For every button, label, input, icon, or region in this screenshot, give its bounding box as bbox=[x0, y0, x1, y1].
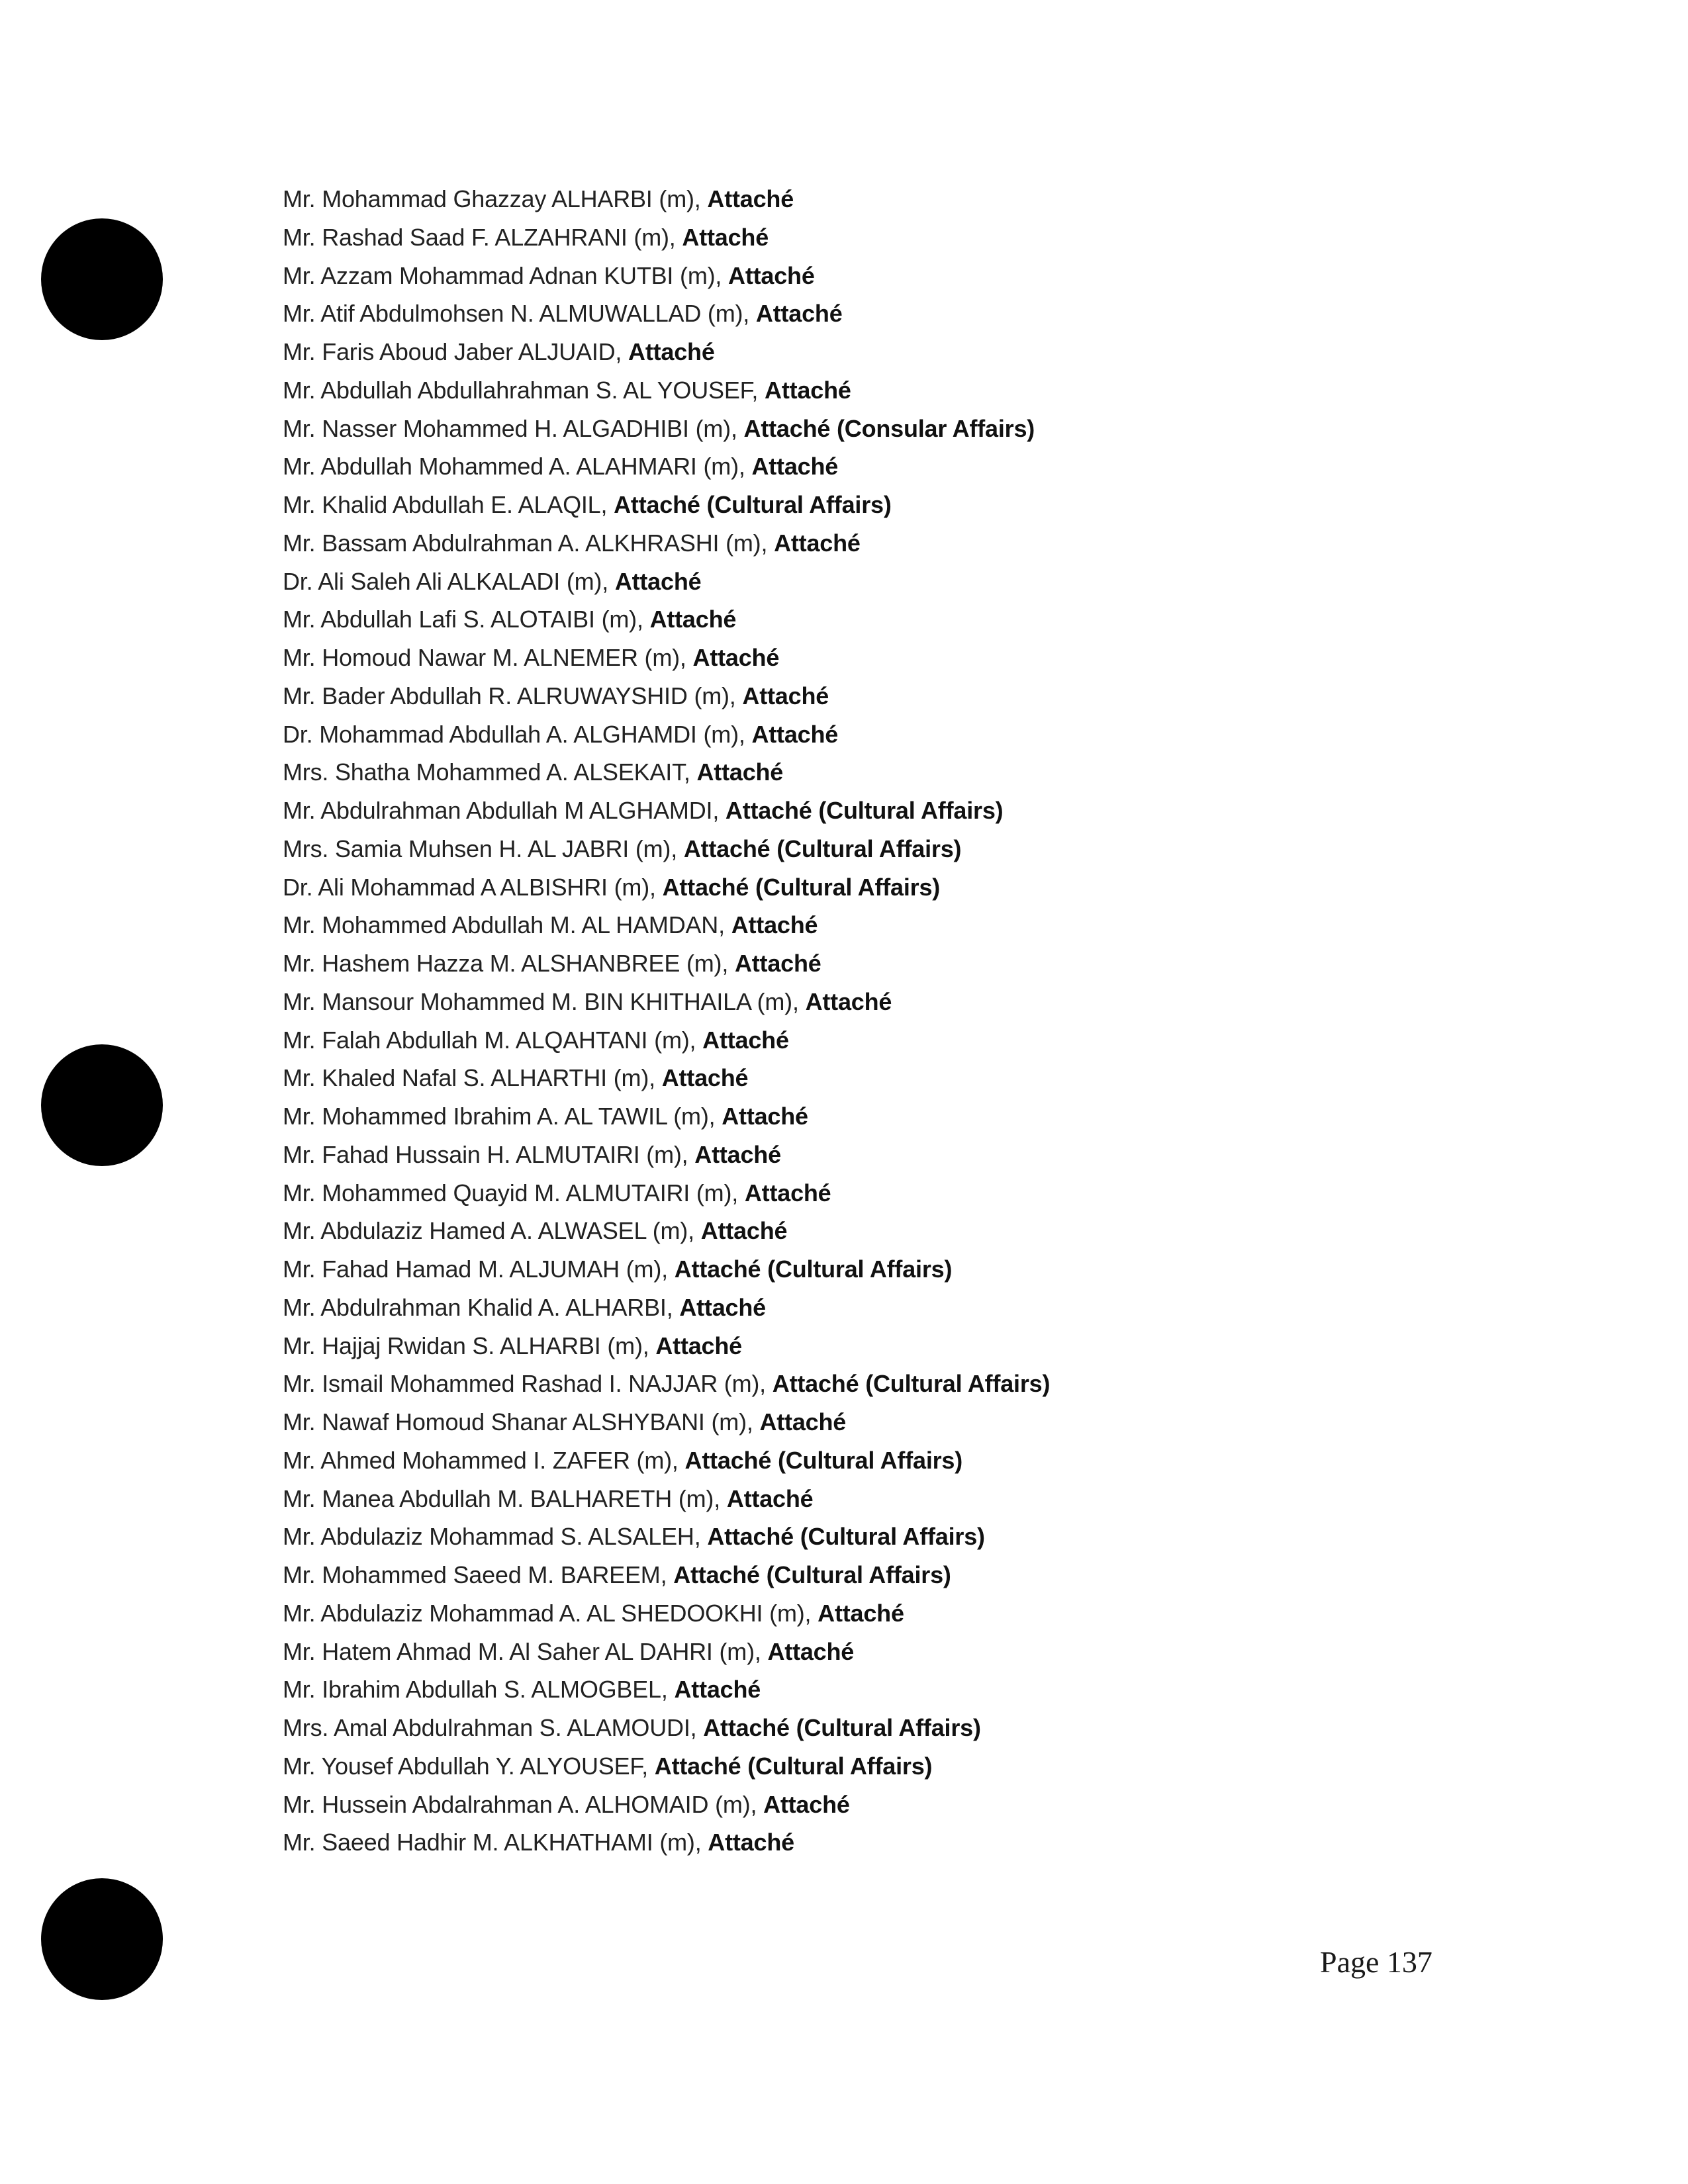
person-title: Attaché bbox=[702, 1026, 789, 1054]
list-item bbox=[283, 983, 1540, 1021]
person-name: Mr. Bader Abdullah R. ALRUWAYSHID (m), bbox=[283, 682, 743, 709]
person-title: Attaché bbox=[818, 1599, 904, 1627]
person-title: Attaché bbox=[763, 1790, 850, 1818]
list-item bbox=[283, 1365, 1540, 1403]
list-item bbox=[283, 1480, 1540, 1518]
person-title: Attaché bbox=[805, 987, 892, 1015]
person-name: Mr. Abdullah Mohammed A. ALAHMARI (m), bbox=[283, 453, 752, 480]
person-name: Mr. Abdullah Lafi S. ALOTAIBI (m), bbox=[283, 606, 650, 633]
person-title: Attaché (Cultural Affairs) bbox=[673, 1561, 951, 1588]
person-title: Attaché bbox=[755, 300, 843, 328]
person-title: Attaché bbox=[751, 720, 839, 748]
person-title: Attaché bbox=[726, 1484, 814, 1512]
person-title: Attaché bbox=[765, 376, 851, 404]
list-item bbox=[283, 410, 1540, 448]
person-title: Attaché bbox=[734, 950, 821, 977]
list-item bbox=[283, 906, 1540, 944]
person-title: Attaché (Cultural Affairs) bbox=[725, 797, 1004, 824]
person-name: Mr. Fahad Hussain H. ALMUTAIRI (m), bbox=[283, 1140, 695, 1168]
person-title: Attaché bbox=[682, 223, 769, 251]
list-item bbox=[283, 1633, 1540, 1671]
person-title: Attaché (Cultural Affairs) bbox=[707, 1523, 985, 1551]
list-item bbox=[283, 1059, 1540, 1097]
list-item bbox=[283, 753, 1540, 792]
list-item bbox=[283, 371, 1540, 410]
person-name: Mr. Mohammed Quayid M. ALMUTAIRI (m), bbox=[283, 1179, 745, 1206]
list-item bbox=[283, 180, 1540, 218]
person-title: Attaché bbox=[679, 1293, 766, 1321]
person-name: Mrs. Samia Muhsen H. AL JABRI (m), bbox=[283, 835, 684, 862]
person-title: Attaché bbox=[731, 911, 818, 939]
list-item bbox=[283, 1556, 1540, 1594]
person-title: Attaché bbox=[628, 338, 715, 365]
person-name: Mr. Ismail Mohammed Rashad I. NAJJAR (m), bbox=[283, 1370, 773, 1398]
person-name: Mr. Rashad Saad F. ALZAHRANI (m), bbox=[283, 223, 682, 251]
diplomatic-list bbox=[283, 180, 1540, 1862]
list-item bbox=[283, 639, 1540, 677]
list-item bbox=[283, 333, 1540, 371]
person-title: Attaché (Cultural Affairs) bbox=[674, 1255, 953, 1283]
list-item bbox=[283, 447, 1540, 486]
person-title: Attaché bbox=[696, 758, 784, 786]
list-item bbox=[283, 830, 1540, 868]
list-item bbox=[283, 1136, 1540, 1174]
person-name: Mr. Saeed Hadhir M. ALKHATHAMI (m), bbox=[283, 1829, 708, 1856]
person-title: Attaché bbox=[759, 1408, 847, 1435]
person-title: Attaché bbox=[700, 1217, 788, 1245]
list-item bbox=[283, 295, 1540, 333]
person-name: Mr. Hatem Ahmad M. Al Saher AL DAHRI (m), bbox=[283, 1637, 768, 1665]
list-item bbox=[283, 1441, 1540, 1480]
person-title: Attaché (Cultural Affairs) bbox=[703, 1714, 981, 1741]
list-item bbox=[283, 1250, 1540, 1289]
list-item bbox=[283, 677, 1540, 715]
person-name: Mr. Yousef Abdullah Y. ALYOUSEF, bbox=[283, 1752, 655, 1780]
person-name: Mr. Faris Aboud Jaber ALJUAID, bbox=[283, 338, 629, 365]
person-title: Attaché bbox=[614, 567, 702, 595]
list-item bbox=[283, 944, 1540, 983]
person-title: Attaché bbox=[655, 1332, 742, 1359]
person-name: Mr. Ahmed Mohammed I. ZAFER (m), bbox=[283, 1446, 685, 1474]
person-name: Mr. Khaled Nafal S. ALHARTHI (m), bbox=[283, 1064, 662, 1092]
person-name: Mr. Abdulaziz Mohammad A. AL SHEDOOKHI (m), bbox=[283, 1599, 818, 1627]
punch-hole bbox=[41, 1044, 163, 1166]
person-name: Mr. Hajjaj Rwidan S. ALHARBI (m), bbox=[283, 1332, 656, 1359]
person-title: Attaché bbox=[674, 1676, 761, 1704]
person-name: Mr. Mohammad Ghazzay ALHARBI (m), bbox=[283, 185, 708, 212]
person-name: Mr. Abdulrahman Abdullah M ALGHAMDI, bbox=[283, 797, 726, 824]
list-item bbox=[283, 257, 1540, 295]
person-title: Attaché (Cultural Affairs) bbox=[772, 1370, 1051, 1398]
list-item bbox=[283, 1403, 1540, 1441]
person-title: Attaché bbox=[694, 1140, 781, 1168]
person-name: Dr. Ali Saleh Ali ALKALADI (m), bbox=[283, 567, 615, 595]
person-title: Attaché (Consular Affairs) bbox=[743, 414, 1035, 442]
list-item bbox=[283, 1709, 1540, 1747]
person-name: Mr. Hashem Hazza M. ALSHANBREE (m), bbox=[283, 950, 735, 977]
page-number: Page 137 bbox=[1320, 1945, 1432, 1979]
list-item bbox=[283, 715, 1540, 754]
list-item bbox=[283, 1021, 1540, 1060]
person-name: Mr. Nasser Mohammed H. ALGADHIBI (m), bbox=[283, 414, 744, 442]
person-name: Mr. Abdulaziz Mohammad S. ALSALEH, bbox=[283, 1523, 708, 1551]
person-title: Attaché (Cultural Affairs) bbox=[684, 1446, 963, 1474]
list-item bbox=[283, 600, 1540, 639]
list-item bbox=[283, 524, 1540, 563]
person-name: Mr. Mohammed Abdullah M. AL HAMDAN, bbox=[283, 911, 731, 939]
person-title: Attaché bbox=[767, 1637, 855, 1665]
list-item bbox=[283, 1212, 1540, 1250]
list-item bbox=[283, 1327, 1540, 1365]
list-item bbox=[283, 563, 1540, 601]
person-name: Mr. Nawaf Homoud Shanar ALSHYBANI (m), bbox=[283, 1408, 760, 1435]
list-item bbox=[283, 1289, 1540, 1327]
person-title: Attaché (Cultural Affairs) bbox=[683, 835, 962, 862]
list-item bbox=[283, 1518, 1540, 1556]
person-title: Attaché bbox=[708, 1829, 794, 1856]
person-name: Mr. Mohammed Ibrahim A. AL TAWIL (m), bbox=[283, 1103, 722, 1130]
person-name: Mr. Azzam Mohammad Adnan KUTBI (m), bbox=[283, 261, 729, 289]
list-item bbox=[283, 218, 1540, 257]
list-item bbox=[283, 1823, 1540, 1862]
person-name: Mrs. Shatha Mohammed A. ALSEKAIT, bbox=[283, 758, 697, 786]
person-name: Mr. Manea Abdullah M. BALHARETH (m), bbox=[283, 1484, 727, 1512]
list-item bbox=[283, 1594, 1540, 1633]
person-name: Mr. Bassam Abdulrahman A. ALKHRASHI (m), bbox=[283, 529, 774, 557]
list-item bbox=[283, 1747, 1540, 1786]
punch-hole bbox=[41, 1878, 163, 2000]
person-title: Attaché bbox=[728, 261, 815, 289]
person-title: Attaché bbox=[744, 1179, 831, 1206]
list-item bbox=[283, 1174, 1540, 1212]
person-name: Mr. Fahad Hamad M. ALJUMAH (m), bbox=[283, 1255, 675, 1283]
person-name: Dr. Mohammad Abdullah A. ALGHAMDI (m), bbox=[283, 720, 752, 748]
person-name: Mr. Abdulrahman Khalid A. ALHARBI, bbox=[283, 1293, 680, 1321]
person-title: Attaché bbox=[751, 453, 839, 480]
person-title: Attaché bbox=[707, 185, 794, 212]
person-title: Attaché bbox=[692, 644, 780, 671]
person-name: Mr. Abdullah Abdullahrahman S. AL YOUSEF, bbox=[283, 376, 765, 404]
person-name: Mr. Atif Abdulmohsen N. ALMUWALLAD (m), bbox=[283, 300, 756, 328]
person-name: Mr. Abdulaziz Hamed A. ALWASEL (m), bbox=[283, 1217, 701, 1245]
person-name: Mr. Mohammed Saeed M. BAREEM, bbox=[283, 1561, 674, 1588]
list-item bbox=[283, 486, 1540, 524]
person-title: Attaché (Cultural Affairs) bbox=[654, 1752, 933, 1780]
person-title: Attaché (Cultural Affairs) bbox=[662, 873, 941, 901]
person-name: Dr. Ali Mohammad A ALBISHRI (m), bbox=[283, 873, 663, 901]
person-name: Mrs. Amal Abdulrahman S. ALAMOUDI, bbox=[283, 1714, 704, 1741]
person-title: Attaché bbox=[649, 606, 737, 633]
punch-hole bbox=[41, 218, 163, 340]
person-name: Mr. Mansour Mohammed M. BIN KHITHAILA (m), bbox=[283, 987, 806, 1015]
person-title: Attaché bbox=[774, 529, 861, 557]
list-item bbox=[283, 1670, 1540, 1709]
list-item bbox=[283, 1786, 1540, 1824]
list-item bbox=[283, 868, 1540, 907]
list-item bbox=[283, 792, 1540, 830]
person-title: Attaché (Cultural Affairs) bbox=[614, 491, 892, 518]
person-name: Mr. Khalid Abdullah E. ALAQIL, bbox=[283, 491, 614, 518]
person-title: Attaché bbox=[722, 1103, 808, 1130]
person-name: Mr. Falah Abdullah M. ALQAHTANI (m), bbox=[283, 1026, 703, 1054]
person-name: Mr. Ibrahim Abdullah S. ALMOGBEL, bbox=[283, 1676, 675, 1704]
person-name: Mr. Homoud Nawar M. ALNEMER (m), bbox=[283, 644, 693, 671]
list-item bbox=[283, 1097, 1540, 1136]
person-title: Attaché bbox=[742, 682, 829, 709]
person-name: Mr. Hussein Abdalrahman A. ALHOMAID (m), bbox=[283, 1790, 764, 1818]
person-title: Attaché bbox=[661, 1064, 749, 1092]
